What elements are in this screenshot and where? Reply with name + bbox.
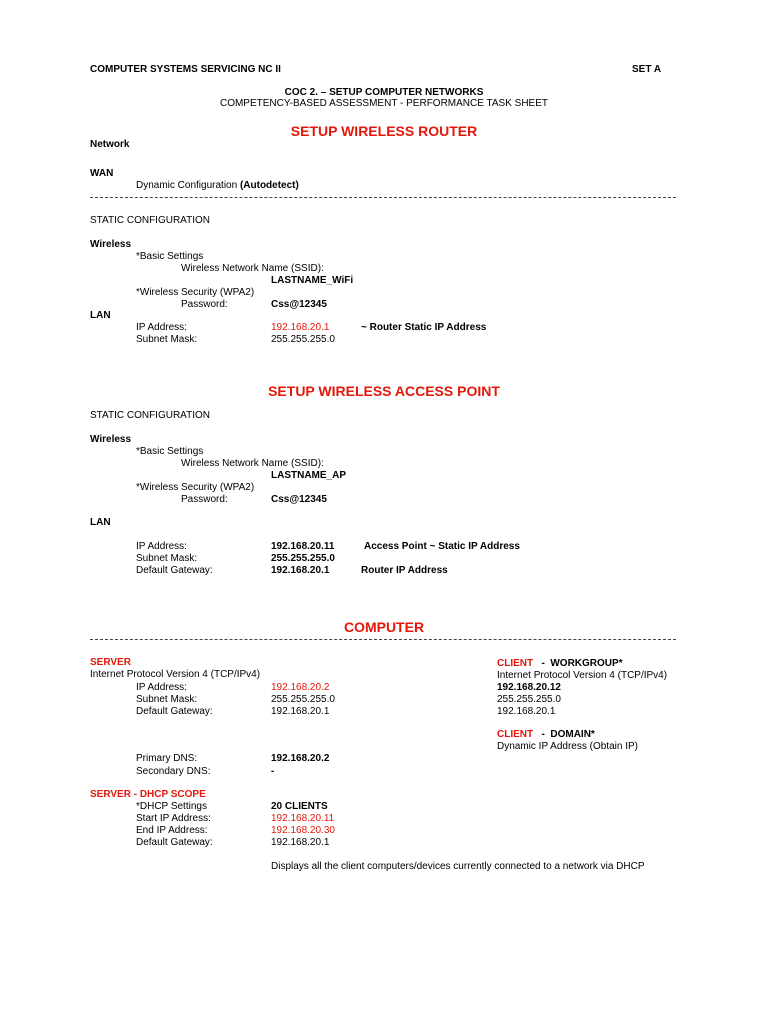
computer-divider [90,639,676,640]
client-workgroup-ip: 192.168.20.12 [497,682,561,693]
dhcp-settings-value: 20 CLIENTS [271,801,328,812]
dhcp-gateway-value: 192.168.20.1 [271,837,330,848]
server-title: SERVER [90,657,131,668]
ap-ssid-label: Wireless Network Name (SSID): [181,458,324,469]
dhcp-end-value: 192.168.20.30 [271,825,335,836]
router-password-label: Password: [181,299,228,310]
server-gateway-label: Default Gateway: [136,706,213,717]
server-mask-value: 255.255.255.0 [271,694,335,705]
router-mask-value: 255.255.255.0 [271,334,335,345]
ap-ssid-value: LASTNAME_AP [271,470,347,481]
course-title: COMPUTER SYSTEMS SERVICING NC II [90,64,281,75]
server-gateway-value: 192.168.20.1 [271,706,330,717]
client-domain-title-red: CLIENT [497,729,534,740]
router-static-label: STATIC CONFIGURATION [90,215,210,226]
client-workgroup-dash: - [541,658,545,669]
router-ssid-value: LASTNAME_WiFi [271,275,354,286]
ap-gateway-value: 192.168.20.1 [271,565,330,576]
dhcp-gateway-label: Default Gateway: [136,837,213,848]
router-ip-label: IP Address: [136,322,187,333]
ap-gateway-label: Default Gateway: [136,565,213,576]
router-mask-label: Subnet Mask: [136,334,198,345]
section-divider [90,197,676,198]
ap-wireless-label: Wireless [90,434,132,445]
server-primary-dns-value: 192.168.20.2 [271,753,330,764]
ap-password-label: Password: [181,494,228,505]
router-ip-note: ~ Router Static IP Address [361,322,487,333]
ap-ip-label: IP Address: [136,541,187,552]
dhcp-start-label: Start IP Address: [136,813,211,824]
server-primary-dns-label: Primary DNS: [136,753,198,764]
dhcp-settings-label: *DHCP Settings [136,801,207,812]
dhcp-title: SERVER - DHCP SCOPE [90,789,206,800]
client-workgroup-mask: 255.255.255.0 [497,694,561,705]
client-workgroup-title-red: CLIENT [497,658,534,669]
wan-dynamic-bold: (Autodetect) [239,180,299,191]
client-workgroup-protocol: Internet Protocol Version 4 (TCP/IPv4) [497,670,668,681]
client-workgroup-gateway: 192.168.20.1 [497,706,556,717]
router-security-label: *Wireless Security (WPA2) [136,287,255,298]
client-domain-title-black: DOMAIN* [550,729,595,740]
router-password-value: Css@12345 [271,299,327,310]
router-basic-settings: *Basic Settings [136,251,204,262]
network-label: Network [90,139,130,150]
server-secondary-dns-value: - [271,766,275,777]
client-workgroup-title-black: WORKGROUP* [550,658,623,669]
set-label: SET A [632,64,662,75]
client-workgroup-title [497,658,623,670]
router-ip-value: 192.168.20.1 [271,322,330,333]
ap-gateway-note: Router IP Address [361,565,448,576]
ap-ip-note: Access Point ~ Static IP Address [364,541,520,552]
server-mask-label: Subnet Mask: [136,694,198,705]
ap-security-label: *Wireless Security (WPA2) [136,482,255,493]
router-wireless-label: Wireless [90,239,132,250]
wan-label: WAN [90,168,114,179]
wan-dynamic-text: Dynamic Configuration [136,180,238,191]
router-ssid-label: Wireless Network Name (SSID): [181,263,324,274]
dhcp-end-label: End IP Address: [136,825,208,836]
client-domain-dash: - [541,729,545,740]
server-protocol: Internet Protocol Version 4 (TCP/IPv4) [90,669,261,680]
ap-password-value: Css@12345 [271,494,327,505]
server-ip-value: 192.168.20.2 [271,682,330,693]
dhcp-note: Displays all the client computers/devices currently connected to a network via DHCP [271,861,645,872]
ap-basic-settings: *Basic Settings [136,446,204,457]
client-domain-text: Dynamic IP Address (Obtain IP) [497,741,638,752]
ap-section-title: SETUP WIRELESS ACCESS POINT [268,383,500,399]
wan-dynamic-config [136,180,299,192]
client-domain-title [497,729,595,741]
dhcp-start-value: 192.168.20.11 [271,813,335,824]
coc-title: COC 2. – SETUP COMPUTER NETWORKS [284,87,484,98]
document-subtitle: COMPETENCY-BASED ASSESSMENT - PERFORMANCE TASK SHEET [219,98,549,109]
ap-ip-value: 192.168.20.11 [271,541,335,552]
server-secondary-dns-label: Secondary DNS: [136,766,211,777]
router-section-title: SETUP WIRELESS ROUTER [290,123,478,139]
ap-static-label: STATIC CONFIGURATION [90,410,210,421]
computer-section-title: COMPUTER [343,619,425,635]
router-lan-label: LAN [90,310,111,321]
ap-lan-label: LAN [90,517,111,528]
ap-mask-label: Subnet Mask: [136,553,198,564]
server-ip-label: IP Address: [136,682,187,693]
ap-mask-value: 255.255.255.0 [271,553,335,564]
